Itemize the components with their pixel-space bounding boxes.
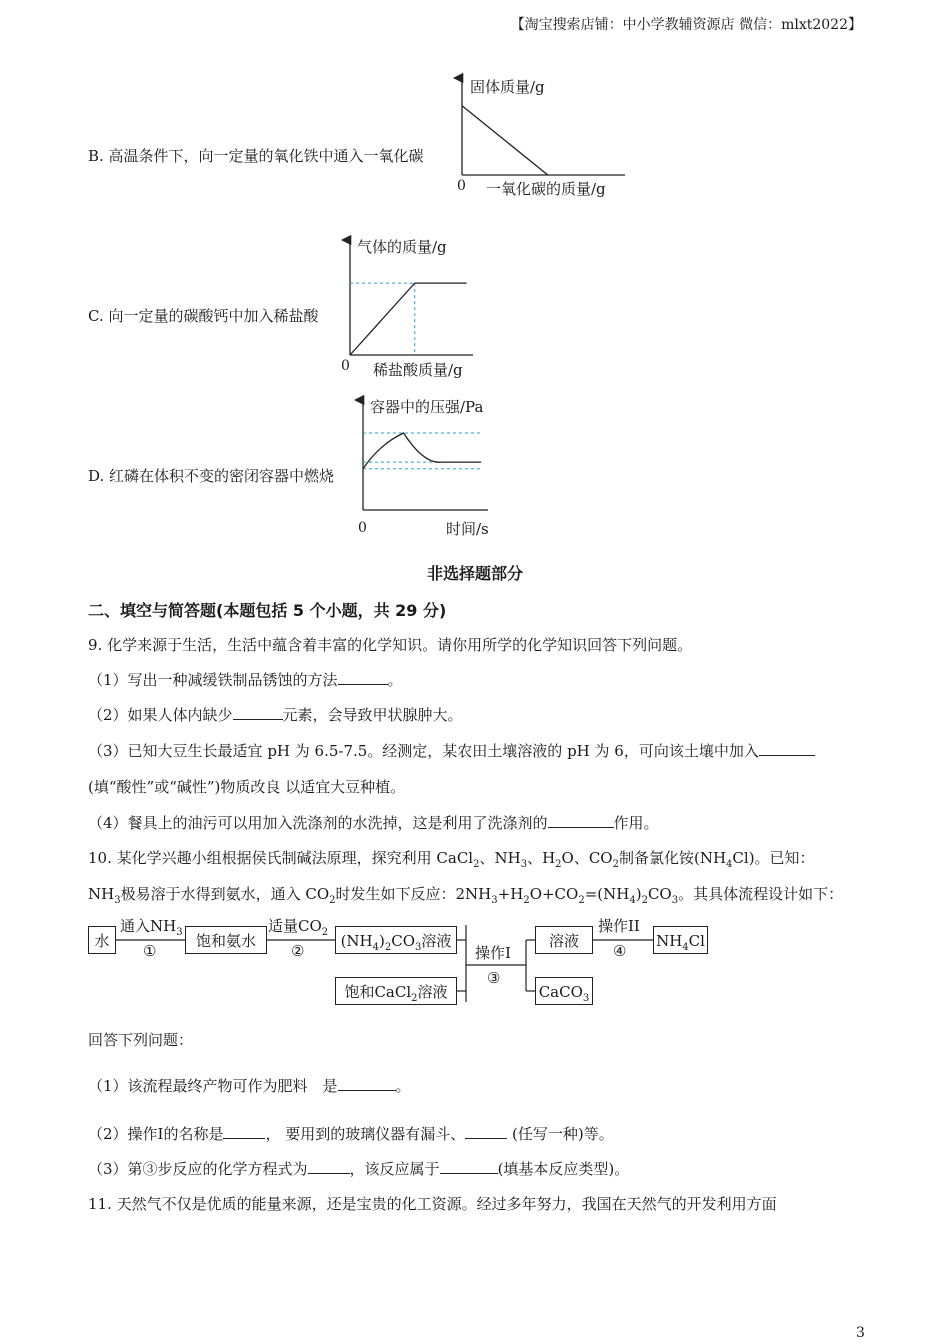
flow-step1-label: 通入$NH_3$ [120,917,183,938]
option-b-label: B. 高温条件下，向一定量的氧化铁中通入一氧化碳 [88,147,424,165]
q9-part3-cont: (填“酸性”或“碱性”)物质改良 以适宜大豆种植。 [88,778,406,796]
chart-c-xlabel: 稀盐酸质量/g [373,361,463,379]
q10-stem: 10. 某化学兴趣小组根据侯氏制碱法原理，探究利用 CaCl$_2$、$NH_3$、$H_2O$、$CO_2$制备氯化铵$(NH_4Cl)$。已知： [88,849,815,870]
answer-blank[interactable] [465,1124,507,1139]
chart-c-origin: 0 [341,358,350,374]
chart-d-series-curve [363,433,481,469]
option-c-label: C. 向一定量的碳酸钙中加入稀盐酸 [88,307,319,325]
option-d-label: D. 红磷在体积不变的密闭容器中燃烧 [88,467,335,485]
answer-blank[interactable] [759,741,815,756]
chart-c-series-line [350,283,467,355]
flow-op2-label: 操作II [598,917,640,935]
q10-stem-line2: $NH_3$极易溶于水得到氨水，通入 $CO_2$时发生如下反应：$2NH_3+H_2O+CO_2=(NH_4)_2CO_3$。其具体流程设计如下： [88,885,844,906]
q9-stem: 9. 化学来源于生活，生活中蕴含着丰富的化学知识。请你用所学的化学知识回答下列问题。 [88,636,693,654]
q9-part1-end: 。 [387,671,403,689]
q9-part2 [88,704,463,725]
chart-b-origin: 0 [457,178,466,194]
answer-blank[interactable] [233,705,283,720]
answer-blank[interactable] [548,813,614,828]
flow-box-nh4cl: $NH_4Cl$ [653,926,708,954]
flow-box-cacl2: 饱和CaCl$_2$溶液 [335,977,457,1005]
chart-b-xlabel: 一氧化碳的质量/g [486,180,606,198]
flow-step2-num: ② [291,942,305,960]
chart-d-ylabel: 容器中的压强/Pa [370,398,484,416]
q11-stem: 11. 天然气不仅是优质的能量来源，还是宝贵的化工资源。经过多年努力，我国在天然气的开发利用方面 [88,1195,777,1213]
flow-box-caco3: CaCO$_3$ [535,977,593,1005]
q9-part4 [88,812,659,833]
answer-blank[interactable] [440,1159,498,1174]
q10-part2: （2）操作Ⅰ的名称是 ， 要用到的玻璃仪器有漏斗、 (任写一种)等。 [88,1125,614,1143]
answer-blank[interactable] [338,670,388,685]
chart-c-ylabel: 气体的质量/g [357,238,447,256]
part2-title: 二、填空与简答题(本题包括 5 个小题，共 29 分) [88,601,447,620]
chart-c [335,230,495,380]
flow-step1-num: ① [143,942,157,960]
q9-part4-end: 作用。 [613,814,659,832]
answer-blank[interactable] [338,1076,396,1091]
q10-answer-lead: 回答下列问题： [88,1031,194,1049]
q9-part4-text: （4）餐具上的油污可以用加入洗涤剂的水洗掉，这是利用了洗涤剂的 [88,814,548,832]
answer-blank[interactable] [223,1124,265,1139]
answer-blank[interactable] [308,1159,350,1174]
flow-box-solution: 溶液 [535,926,593,954]
chart-d [350,392,510,542]
flow-op1-label: 操作I [475,944,511,962]
chart-d-origin: 0 [358,520,367,536]
q9-part1 [88,669,403,690]
q10-part3: （3）第③步反应的化学方程式为 ，该反应属于 (填基本反应类型)。 [88,1160,630,1178]
flow-step4-num: ④ [613,942,627,960]
chart-b [440,70,640,205]
flow-step3-num: ③ [487,969,501,987]
section-title: 非选择题部分 [426,564,523,583]
q9-part3-text: （3）已知大豆生长最适宜 pH 为 6.5-7.5。经测定，某农田土壤溶液的 pH 为 6，可向该土壤中加入 [88,742,759,760]
flow-box-saturated-ammonia: 饱和氨水 [185,926,267,954]
flow-box-water: 水 [88,926,116,954]
q10-part1: （1）该流程最终产物可作为肥料 是 。 [88,1077,411,1095]
q9-part1-text: （1）写出一种减缓铁制品锈蚀的方法 [88,671,338,689]
chart-b-series-line [462,106,548,175]
q9-part2-text: （2）如果人体内缺少 [88,706,233,724]
q9-part3 [88,740,815,761]
chart-d-xlabel: 时间/s [446,520,489,538]
page-header: 【淘宝搜索店铺：中小学教辅资源店 微信：mlxt2022】 [510,17,862,33]
flow-box-ammonium-carbonate: $(NH_4)_2CO_3$溶液 [335,926,457,954]
page-number: 3 [856,1325,865,1341]
q9-part2-end: 元素，会导致甲状腺肿大。 [282,706,463,724]
chart-b-ylabel: 固体质量/g [470,78,545,96]
flow-step2-label: 适量$CO_2$ [268,917,329,938]
